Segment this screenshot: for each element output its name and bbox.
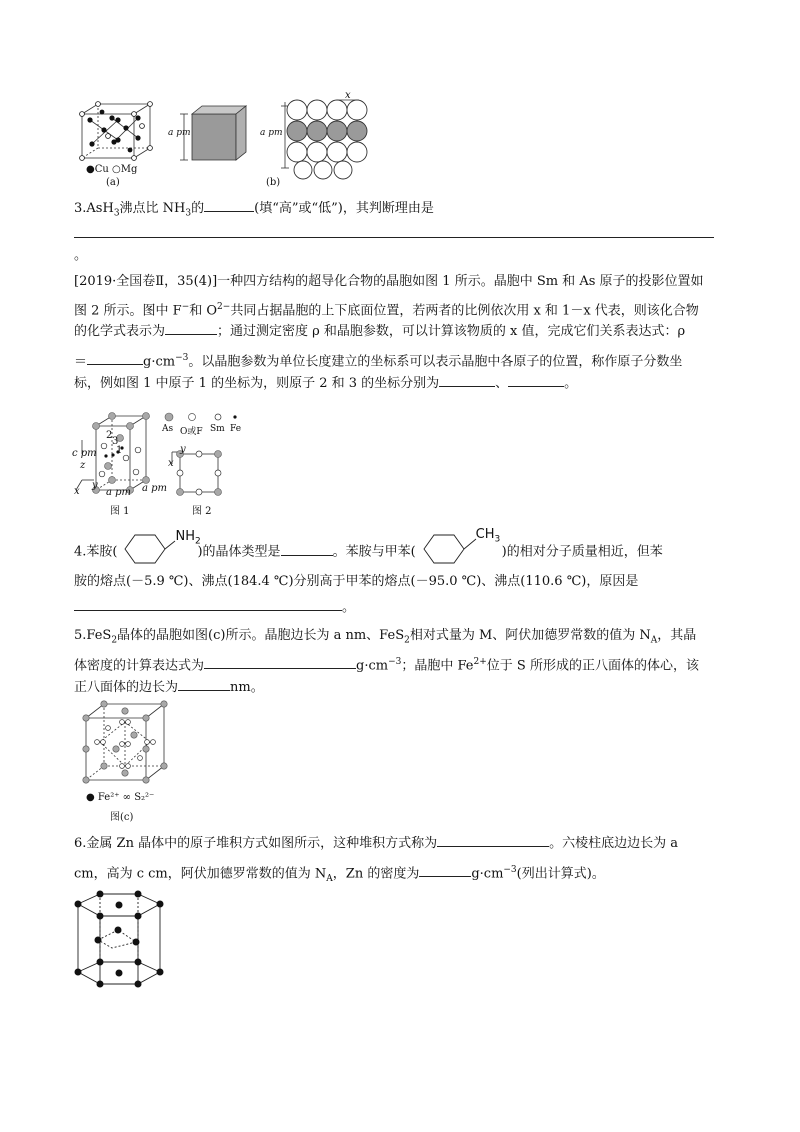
figure-1-atom-2: 2 — [106, 430, 113, 441]
q5-line-2: 体密度的计算表达式为 $g\cdot cm^{-3}$；晶胞中 $Fe^{2+}$位于 S 所形成的正八面体的体心，该 — [74, 650, 734, 678]
figure-a-crystal — [78, 100, 158, 162]
figure-b-a-pm-2: a pm — [260, 128, 283, 138]
figure-a-legend: ●Cu ○Mg — [86, 164, 138, 175]
q3-line: 3.AsH$_3$沸点比 $NH_3$的 (填“高”或“低”)，其判断理由是 — [74, 197, 734, 226]
figure-1-z: z — [80, 460, 86, 471]
q5-blank-density[interactable] — [204, 654, 356, 669]
figure-1-a-pm: a pm — [106, 487, 132, 498]
q6-line-1: 6.金属 Zn 晶体中的原子堆积方式如图所示，这种堆积方式称为 。六棱柱底边边长为 a — [74, 832, 734, 856]
figure-b-circles — [275, 96, 375, 182]
legend-sm: Sm — [210, 424, 225, 434]
q5-blank-edge[interactable] — [178, 676, 230, 691]
q3-answer-line[interactable] — [74, 236, 714, 238]
figure-b-a-pm-1: a pm — [168, 128, 191, 138]
figure-c-legend: ● Fe²⁺ ∞ S₂²⁻ — [86, 792, 155, 803]
q2019-line-5: 标，例如图 1 中原子 1 的坐标为，则原子 2 和 3 的坐标分别为 、 。 — [74, 372, 734, 396]
q2019-line-2: 图 2 所示。图中 F−和 $O^{2-}$共同占据晶胞的上下底面位置，若两者的比例依次用 x 和 1－x 代表，则该化合物 — [74, 302, 699, 319]
q2019-line-3: 的化学式表示为 ；通过测定密度 ρ 和晶胞参数，可以计算该物质的 x 值，完成它们关系表达式：ρ — [74, 320, 734, 344]
q4-line-3: 。 — [74, 596, 734, 620]
figure-2-projection — [168, 448, 228, 498]
q6-blank-packing[interactable] — [437, 832, 549, 847]
figure-c-fes2-cell — [80, 700, 172, 788]
legend-fe: Fe — [230, 424, 242, 434]
legend-o-or-f: O或F — [180, 427, 203, 437]
q4-line-1: 4.苯胺( $NH_2$ )的晶体类型是 。苯胺与甲苯( $CH_3$ )的相对分子质量相近，但苯 — [74, 537, 734, 567]
figure-b-x: x — [345, 90, 351, 101]
figure-2-y: y — [180, 444, 186, 455]
q2019-blank-coord-2[interactable] — [439, 372, 495, 387]
figure-1-c-pm: c pm — [72, 448, 97, 459]
q4-blank-crystal-type[interactable] — [281, 541, 333, 556]
figure-1-atom-1: 1 — [116, 445, 123, 456]
figure-1-x: x — [74, 486, 80, 497]
q3-end: 。 — [74, 248, 88, 263]
aniline-structure: $NH_2$ — [117, 537, 197, 567]
q4-blank-reason[interactable] — [74, 596, 342, 611]
legend-as: As — [162, 424, 174, 434]
q6-line-2: cm，高为 c cm，阿伏加德罗常数的值为 $N_A$，Zn 的密度为 $g\cdot cm^{-3}$(列出计算式)。 — [74, 858, 734, 891]
q2019-line-4: ＝ $g\cdot cm^{-3}$。以晶胞参数为单位长度建立的坐标系可以表示晶胞中各原子的位置，称作原子分数坐 — [74, 346, 734, 374]
figure-2-x: x — [168, 458, 174, 469]
q3-blank-1[interactable] — [204, 197, 254, 212]
figure-b-label: (b) — [266, 177, 281, 188]
q4-line-2: 胺的熔点(－5.9 ℃)、沸点(184.4 ℃)分别高于甲苯的熔点(－95.0 ℃)、沸点(110.6 ℃)，原因是 — [74, 574, 639, 589]
q6-blank-density[interactable] — [419, 862, 471, 877]
q5-line-3: 正八面体的边长为 nm。 — [74, 676, 734, 700]
figure-c-label: 图(c) — [110, 812, 134, 823]
figure-1-y: y — [92, 480, 98, 491]
figure-2-label: 图 2 — [192, 506, 212, 517]
figure-1-label: 图 1 — [110, 506, 130, 517]
figure-zn-hcp — [72, 888, 176, 994]
q2019-blank-coord-3[interactable] — [508, 372, 564, 387]
q2019-blank-density[interactable] — [87, 350, 143, 365]
figure-a-label: (a) — [106, 177, 120, 188]
toluene-structure: $CH_3$ — [416, 537, 502, 567]
q5-line-1: 5.FeS$_2$晶体的晶胞如图(c)所示。晶胞边长为 a nm、FeS$_2$相对式量为 M、阿伏加德罗常数的值为 $N_A$，其晶 — [74, 628, 697, 646]
q2019-blank-formula[interactable] — [165, 320, 217, 335]
figure-1-atom-3: 3 — [112, 436, 119, 447]
figure-1-legend-symbols — [164, 412, 244, 424]
q2019-line-1: [2019·全国卷Ⅱ，35(4)]一种四方结构的超导化合物的晶胞如图 1 所示。晶胞中 Sm 和 As 原子的投影位置如 — [74, 274, 704, 289]
figure-1-a-pm-2: a pm — [142, 483, 168, 494]
